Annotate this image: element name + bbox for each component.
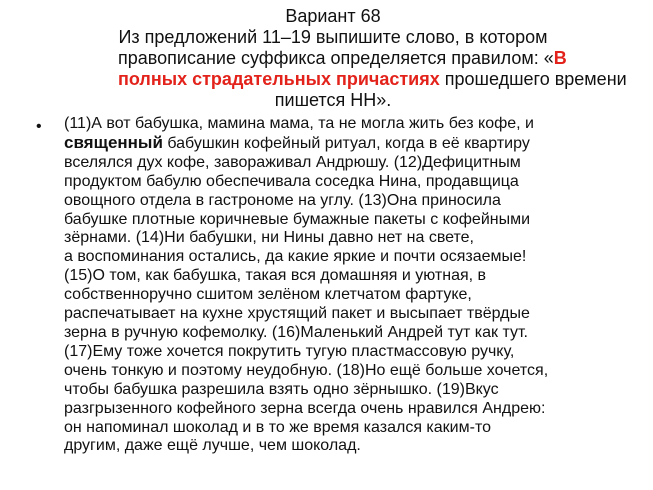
passage-line: вселялся дух кофе, завораживал Андрюшу. (12)Дефицитным xyxy=(64,153,521,171)
passage-line: продуктом бабулю обеспечивала соседка Нина, продавщица xyxy=(64,172,519,190)
passage-line: другим, даже ещё лучше, чем шоколад. xyxy=(64,437,361,455)
passage-line: очень тонкую и поэтому неудобную. (18)Но ещё больше хочется, xyxy=(64,361,549,379)
highlighted-word: священный xyxy=(64,132,163,152)
passage-line: зёрнами. (14)Ни бабушки, ни Нины давно нет на свете, xyxy=(64,229,474,247)
rule-highlight: полных страдательных причастиях xyxy=(118,69,440,89)
passage-line: бабушке плотные коричневые бумажные пакеты с кофейными xyxy=(64,210,531,228)
slide-title xyxy=(118,6,627,111)
passage-line: он напоминал шоколад и в то же время казался каким-то xyxy=(64,418,491,436)
rule-highlight-start: В xyxy=(553,48,567,68)
task-line-3-text: прошедшего времени xyxy=(439,69,627,89)
passage-line: (15)О том, как бабушка, такая вся домашняя и уютная, в xyxy=(64,267,487,285)
bullet-marker: • xyxy=(36,118,42,135)
passage-line-rest: бабушкин кофейный ритуал, когда в её квартиру xyxy=(162,134,530,152)
task-line-1: Из предложений 11–19 выпишите слово, в котором xyxy=(118,27,548,47)
task-line-3 xyxy=(118,69,627,90)
variant-heading: Вариант 68 xyxy=(285,6,381,26)
passage-text xyxy=(64,115,624,456)
passage-line: чтобы бабушка разрешила взять одно зёрнышко. (19)Вкус xyxy=(64,380,499,398)
passage-line: распечатывает на кухне хрустящий пакет и высыпает твёрдые xyxy=(64,305,530,323)
task-line-2-text: правописание суффикса определяется правилом: « xyxy=(118,48,554,68)
passage-line: собственноручно сшитом зелёном клетчатом фартуке, xyxy=(64,286,472,304)
passage-line: а воспоминания остались, да какие яркие и почти осязаемые! xyxy=(64,248,527,266)
passage-line: (17)Ему тоже хочется покрутить тугую пластмассовую ручку, xyxy=(64,342,515,360)
passage-line: (11)А вот бабушка, мамина мама, та не могла жить без кофе, и xyxy=(64,115,534,132)
passage-line: разгрызенного кофейного зерна всегда очень нравился Андрею: xyxy=(64,399,546,417)
passage-line: овощного отдела в гастрономе на углу. (13)Она приносила xyxy=(64,191,501,209)
passage-line xyxy=(64,134,624,154)
passage-line: зерна в ручную кофемолку. (16)Маленький Андрей тут как тут. xyxy=(64,323,528,341)
task-line-4: пишется НН». xyxy=(274,90,392,110)
task-line-2 xyxy=(118,48,567,69)
